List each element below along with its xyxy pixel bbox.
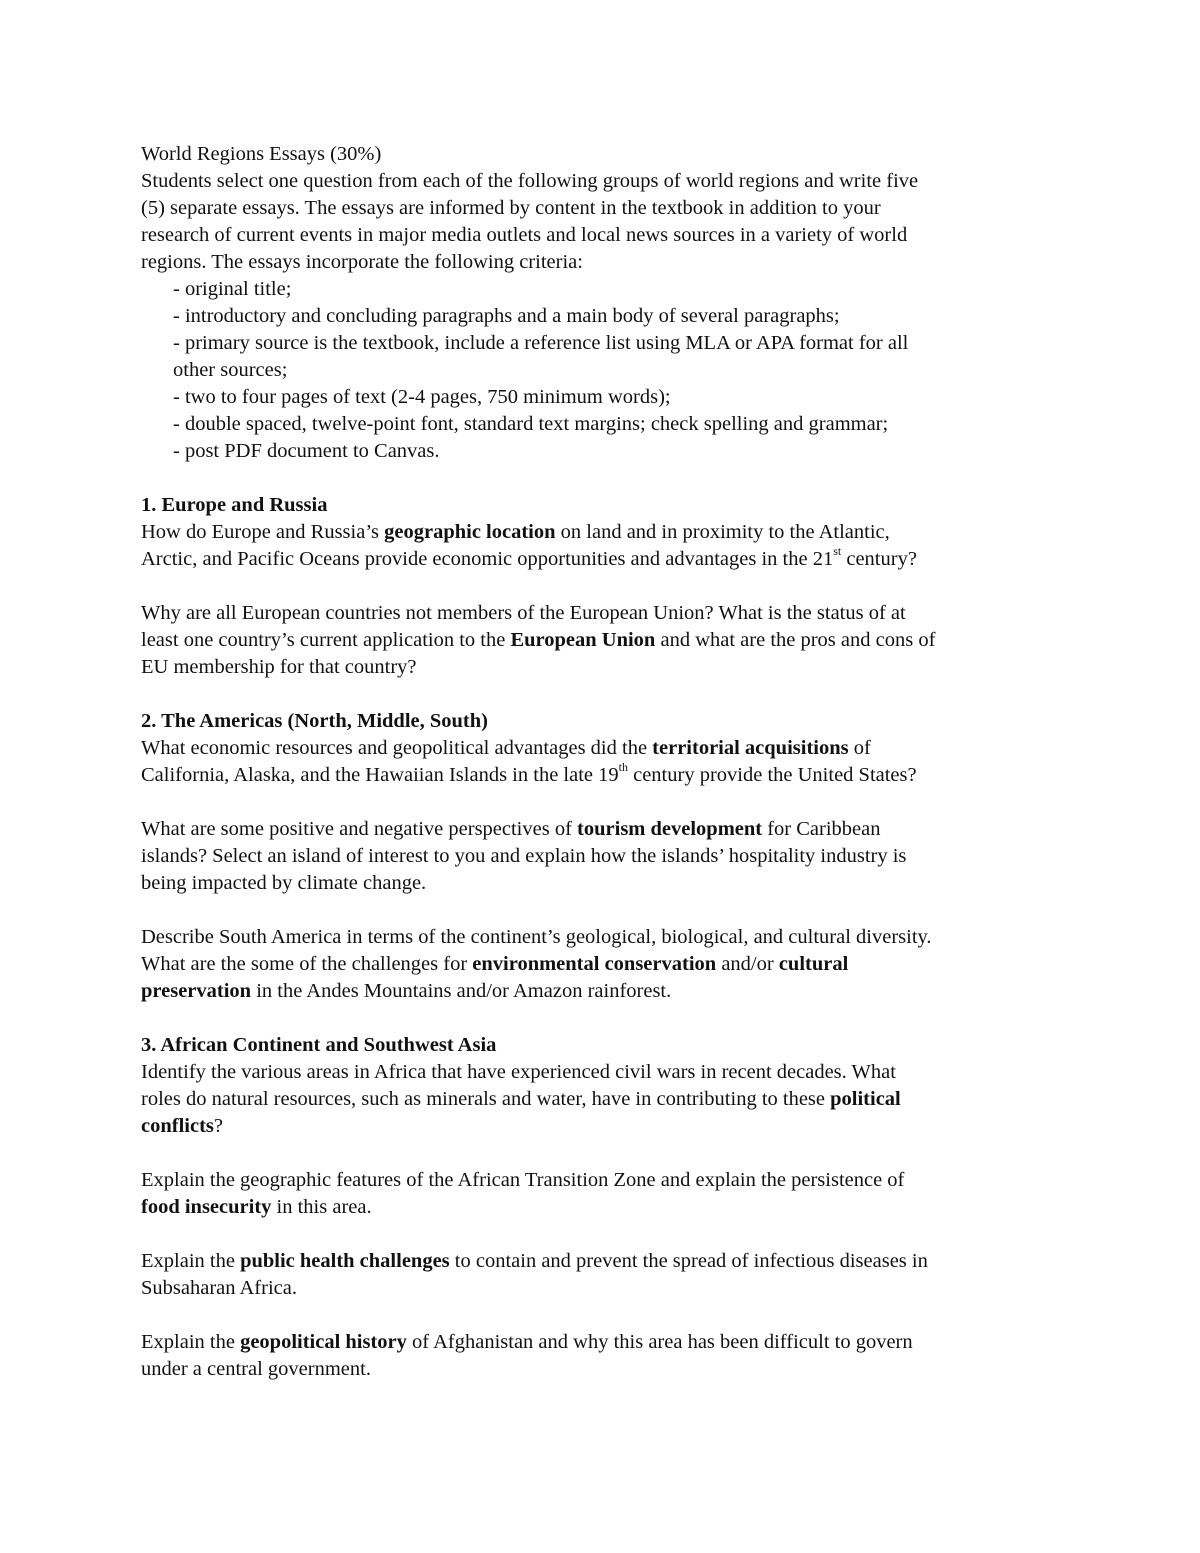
question-line: Subsaharan Africa. [141, 1277, 297, 1299]
criteria-item: - double spaced, twelve-point font, standard text margins; check spelling and grammar; [173, 413, 889, 435]
question-line: conflicts? [141, 1115, 223, 1137]
document-title: World Regions Essays (30%) [141, 143, 382, 165]
intro-line: (5) separate essays. The essays are informed by content in the textbook in addition to your [141, 197, 881, 219]
criteria-item: - post PDF document to Canvas. [173, 440, 440, 462]
criteria-item: - primary source is the textbook, include a reference list using MLA or APA format for all [173, 332, 909, 354]
question-line: What economic resources and geopolitical advantages did the territorial acquisitions of [141, 737, 871, 759]
criteria-item-continued: other sources; [173, 359, 288, 381]
question-line: preservation in the Andes Mountains and/or Amazon rainforest. [141, 980, 672, 1002]
question-line: roles do natural resources, such as minerals and water, have in contributing to these political [141, 1088, 901, 1110]
document-page [141, 141, 1066, 1383]
question-line: Identify the various areas in Africa that have experienced civil wars in recent decades. What [141, 1061, 896, 1083]
question-line: What are the some of the challenges for environmental conservation and/or cultural [141, 953, 849, 975]
question-line: What are some positive and negative perspectives of tourism development for Caribbean [141, 818, 881, 840]
question-line: least one country’s current application to the European Union and what are the pros and cons of [141, 629, 936, 651]
question-line: EU membership for that country? [141, 656, 417, 678]
question-line: being impacted by climate change. [141, 872, 427, 894]
criteria-item: - introductory and concluding paragraphs and a main body of several paragraphs; [173, 305, 840, 327]
question-line: food insecurity in this area. [141, 1196, 372, 1218]
question-line: How do Europe and Russia’s geographic location on land and in proximity to the Atlantic, [141, 521, 890, 543]
section-heading: 2. The Americas (North, Middle, South) [141, 710, 488, 732]
question-line: Describe South America in terms of the continent’s geological, biological, and cultural diversity. [141, 926, 932, 948]
question-line: Why are all European countries not members of the European Union? What is the status of at [141, 602, 906, 624]
question-line: Explain the public health challenges to contain and prevent the spread of infectious diseases in [141, 1250, 928, 1272]
question-line: under a central government. [141, 1358, 371, 1380]
criteria-item: - original title; [173, 278, 292, 300]
question-line: Explain the geopolitical history of Afghanistan and why this area has been difficult to govern [141, 1331, 913, 1353]
question-line: Arctic, and Pacific Oceans provide economic opportunities and advantages in the 21st century? [141, 544, 917, 570]
question-line: Explain the geographic features of the African Transition Zone and explain the persistence of [141, 1169, 905, 1191]
section-heading: 3. African Continent and Southwest Asia [141, 1034, 497, 1056]
intro-line: regions. The essays incorporate the following criteria: [141, 251, 583, 273]
question-line: California, Alaska, and the Hawaiian Islands in the late 19th century provide the United States? [141, 760, 917, 786]
question-line: islands? Select an island of interest to you and explain how the islands’ hospitality industry is [141, 845, 907, 867]
section-heading: 1. Europe and Russia [141, 494, 328, 516]
intro-line: Students select one question from each of the following groups of world regions and write five [141, 170, 919, 192]
criteria-item: - two to four pages of text (2-4 pages, 750 minimum words); [173, 386, 671, 408]
intro-line: research of current events in major media outlets and local news sources in a variety of world [141, 224, 908, 246]
